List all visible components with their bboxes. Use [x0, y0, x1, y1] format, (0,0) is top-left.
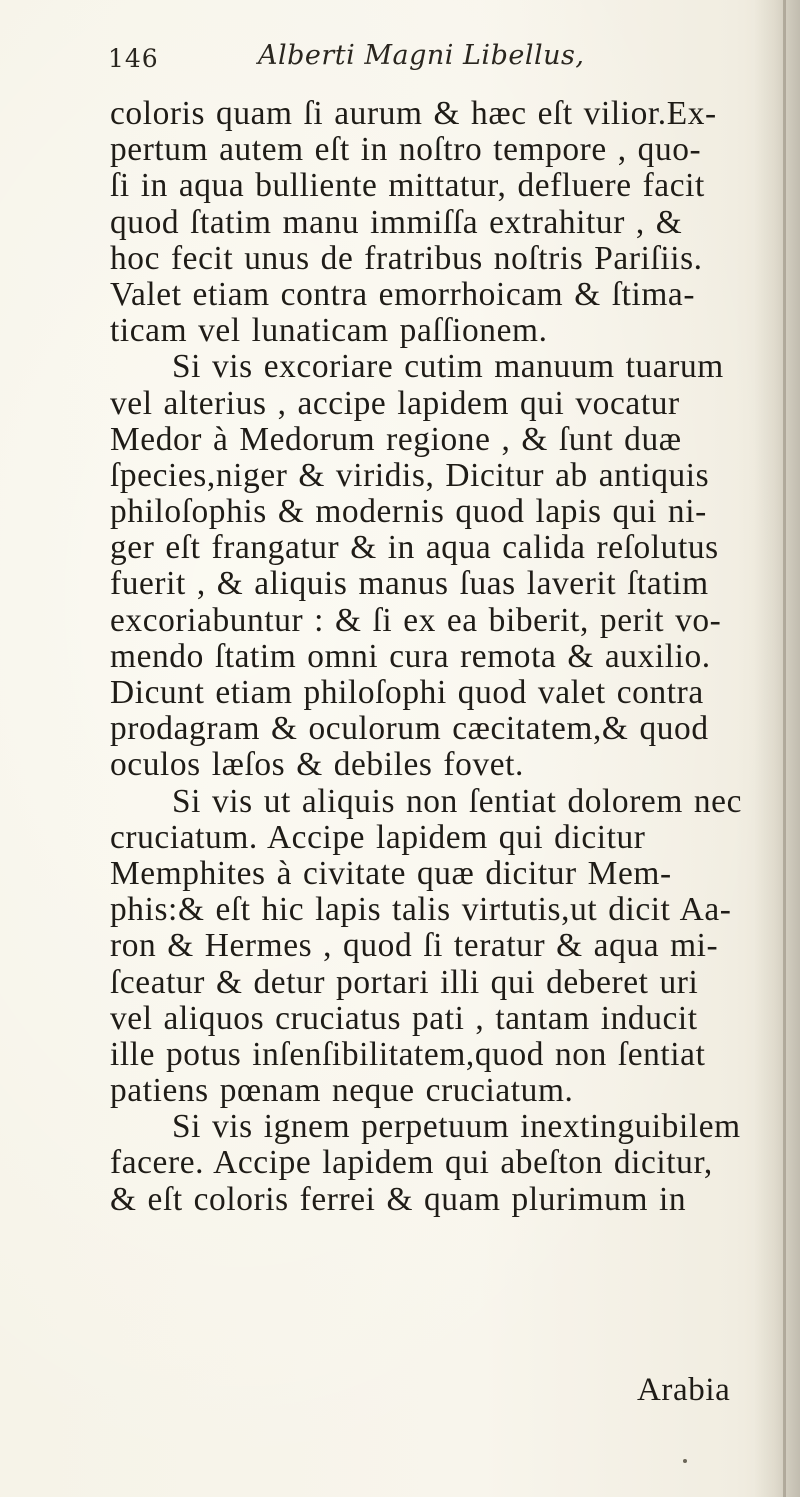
text-line: hoc fecit unus de fratribus noſtris Pariſiis.	[110, 239, 703, 277]
body-text	[110, 96, 765, 1218]
text-line: ille potus inſenſibilitatem,quod non ſentiat	[110, 1035, 706, 1073]
text-line: facere. Accipe lapidem qui abeſton dicitur,	[110, 1144, 713, 1182]
text-line: Dicunt etiam philoſophi quod valet contra	[110, 674, 704, 711]
page-number: 146	[108, 44, 159, 73]
text-line: vel aliquos cruciatus pati , tantam inducit	[110, 999, 698, 1037]
text-line: ſpecies,niger & viridis, Dicitur ab antiquis	[110, 456, 710, 494]
text-line: philoſophis & modernis quod lapis qui ni-	[110, 493, 707, 531]
text-line: vel alterius , accipe lapidem qui vocatur	[110, 384, 680, 422]
text-line: Si vis ut aliquis non ſentiat dolorem nec	[172, 782, 742, 820]
text-line: quod ſtatim manu immiſſa extrahitur , &	[110, 203, 683, 241]
text-line: cruciatum. Accipe lapidem qui dicitur	[110, 818, 646, 856]
text-line: & eſt coloris ferrei & quam plurimum in	[110, 1180, 687, 1218]
text-line: ſi in aqua bulliente mittatur, defluere facit	[110, 167, 705, 205]
text-line: prodagram & oculorum cæcitatem,& quod	[110, 710, 709, 748]
ink-speck	[683, 1459, 687, 1463]
text-line: ron & Hermes , quod ſi teratur & aqua mi-	[110, 927, 719, 965]
page-edge	[783, 0, 786, 1497]
text-line: excoriabuntur : & ſi ex ea biberit, perit vo-	[110, 601, 722, 639]
text-line: ticam vel lunaticam paſſionem.	[110, 312, 548, 350]
text-line: pertum autem eſt in noſtro tempore , quo-	[110, 131, 702, 169]
running-head	[108, 40, 668, 84]
running-title: Alberti Magni Libellus,	[258, 40, 585, 71]
text-line: Valet etiam contra emorrhoicam & ſtima-	[110, 275, 696, 313]
text-line: phis:& eſt hic lapis talis virtutis,ut dicit Aa-	[110, 891, 732, 929]
text-line: ſceatur & detur portari illi qui deberet uri	[110, 963, 699, 1001]
text-line: Memphites à civitate quæ dicitur Mem-	[110, 854, 672, 892]
text-line: ger eſt frangatur & in aqua calida reſolutus	[110, 529, 719, 567]
text-line: Si vis excoriare cutim manuum tuarum	[172, 348, 724, 386]
text-line: mendo ſtatim omni cura remota & auxilio.	[110, 637, 711, 675]
text-line: patiens pœnam neque cruciatum.	[110, 1072, 574, 1110]
text-line: oculos læſos & debiles fovet.	[110, 746, 524, 784]
catchword: Arabia	[637, 1372, 731, 1408]
text-line: Si vis ignem perpetuum inextinguibilem	[172, 1108, 741, 1146]
text-line: Medor à Medorum regione , & ſunt duæ	[110, 420, 682, 458]
text-line: fuerit , & aliquis manus ſuas laverit ſtatim	[110, 565, 709, 603]
text-line: coloris quam ſi aurum & hæc eſt vilior.Ex-	[110, 95, 717, 132]
